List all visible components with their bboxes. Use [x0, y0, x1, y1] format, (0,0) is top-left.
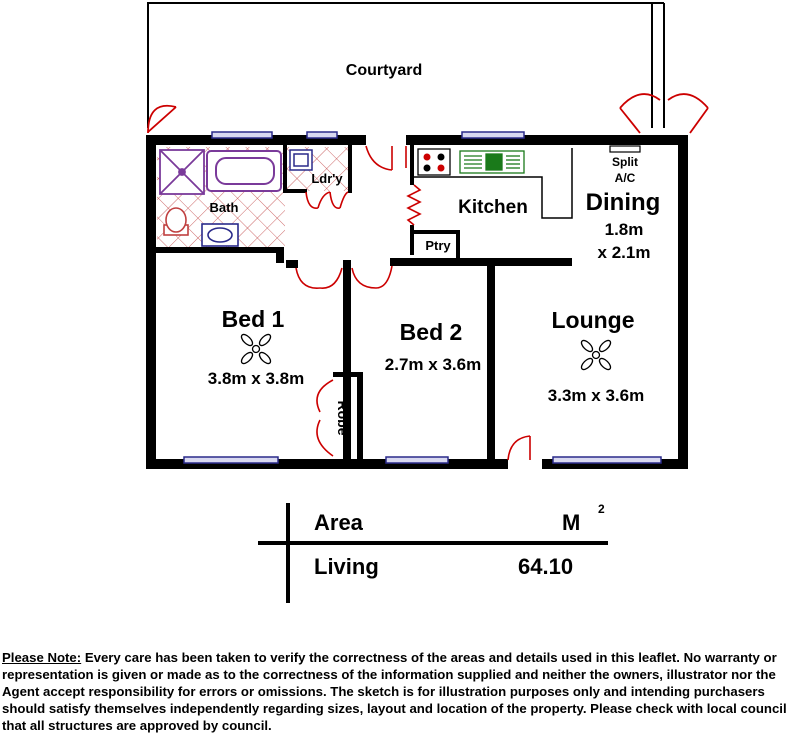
split-ac-label-line2: A/C: [614, 171, 636, 185]
bathtub-icon: [207, 151, 281, 191]
area-header-label: Area: [314, 510, 363, 535]
bed2-label: Bed 2: [399, 319, 463, 345]
area-header-unit: M: [562, 510, 581, 535]
ceiling-fan-icon: [580, 339, 613, 372]
courtyard-area: [148, 3, 664, 128]
kitchen-label: Kitchen: [458, 197, 528, 218]
dining-size-line2: x 2.1m: [597, 243, 651, 262]
basin-icon: [202, 224, 238, 246]
laundry-tub-icon: [290, 150, 312, 170]
robe-label: Robe: [335, 400, 351, 436]
disclaimer: [2, 649, 800, 734]
area-row-label: Living: [314, 554, 379, 579]
courtyard-gate-left: [148, 106, 176, 133]
bed1-label: Bed 1: [221, 306, 285, 332]
area-header-unit-superscript: 2: [598, 502, 605, 516]
courtyard-label: Courtyard: [345, 62, 423, 79]
ceiling-fan-icon: [240, 333, 273, 366]
disclaimer-text: Every care has been taken to verify the correctness of the areas and details used in this leaflet. No warranty or representation is given or made as to the correctness of the information supplied and neither the owners, illustrator nor the Agent accept responsibility for errors or omissions. The sketch is for illustration purposes only and intending purchasers should satisfy themselves independently regarding sizes, layout and location of the property. Please check with local council that all structures are approved by council.: [2, 650, 787, 733]
toilet-icon: [164, 208, 188, 235]
sink-icon: [460, 151, 524, 173]
disclaimer-title: Please Note:: [2, 650, 82, 665]
shower-icon: [160, 150, 204, 194]
bed1-size: 3.8m x 3.8m: [207, 369, 305, 388]
area-table: [258, 502, 608, 603]
bath-label: Bath: [209, 200, 239, 215]
split-ac-label-line1: Split: [612, 155, 638, 169]
bed2-size: 2.7m x 3.6m: [384, 355, 482, 374]
cooktop-icon: [418, 149, 450, 175]
dining-label: Dining: [585, 189, 661, 216]
lounge-size: 3.3m x 3.6m: [547, 386, 645, 405]
dining-size-line1: 1.8m: [604, 220, 644, 239]
area-row-value: 64.10: [518, 554, 574, 579]
laundry-label: Ldr'y: [311, 171, 343, 186]
pantry-label: Ptry: [425, 238, 451, 253]
lounge-label: Lounge: [551, 307, 635, 333]
split-ac-unit: [610, 146, 640, 152]
